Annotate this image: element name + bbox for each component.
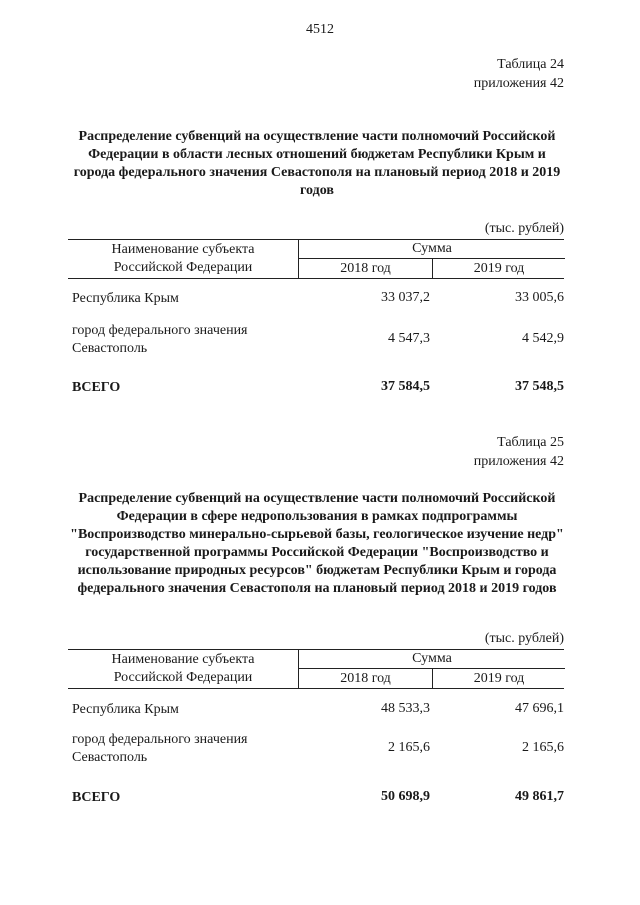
header-name-line2: Российской Федерации [113, 260, 253, 275]
row-subject-name: город федерального значения Севастополь [72, 323, 248, 356]
total-value-2019: 49 861,7 [515, 789, 564, 804]
row-subject-name: Республика Крым [72, 702, 179, 717]
row-value-2019: 33 005,6 [515, 290, 564, 305]
row-value-2019: 2 165,6 [522, 740, 564, 755]
total-value-2018: 37 584,5 [381, 379, 430, 394]
row-subject-name: Республика Крым [72, 291, 179, 306]
table-24-units: (тыс. рублей) [484, 221, 564, 236]
header-name-line1: Наименование субъекта [111, 652, 255, 667]
header-sum: Сумма [299, 240, 565, 259]
header-sum-group [298, 650, 565, 688]
table-24-header [68, 239, 564, 279]
table-appendix-line: приложения 42 [473, 76, 564, 91]
table-25-reference [474, 433, 564, 471]
row-subject-name: город федерального значения Севастополь [72, 732, 248, 765]
row-value-2018: 48 533,3 [381, 701, 430, 716]
total-value-2018: 50 698,9 [381, 789, 430, 804]
header-subject-name [68, 650, 298, 689]
header-year-2018: 2018 год [299, 669, 433, 688]
header-year-2019: 2019 год [473, 671, 525, 686]
header-sum: Сумма [299, 650, 565, 669]
row-value-2018: 33 037,2 [381, 290, 430, 305]
row-value-2018: 4 547,3 [388, 331, 430, 346]
table-25-units: (тыс. рублей) [484, 631, 564, 646]
table-appendix-line: приложения 42 [473, 454, 564, 469]
table-ref-line: Таблица 25 [497, 435, 564, 450]
total-value-2019: 37 548,5 [515, 379, 564, 394]
table-25-title: Распределение субвенций на осуществление части полномочий Российской Федерации в сфере недропользования в рамках подпрограммы "Воспроизводство минерально-сырьевой базы, геологическое изучение недр" государственной программы Российской Федерации "Воспроизводство и использование природных ресурсов" бюджетам Республики Крым и города федерального значения Севастополя на плановый период 2018 и 2019 годов [70, 491, 564, 596]
header-name-line1: Наименование субъекта [111, 242, 255, 257]
table-25-header [68, 649, 564, 689]
total-label: ВСЕГО [72, 380, 121, 395]
table-24-title: Распределение субвенций на осуществление части полномочий Российской Федерации в области лесных отношений бюджетам Республики Крым и города федерального значения Севастополя на плановый период 2018 и 2019 годов [73, 129, 561, 198]
page-number: 4512 [306, 22, 334, 37]
header-sum-group [298, 240, 565, 278]
header-year-2018: 2018 год [299, 259, 433, 278]
row-value-2019: 4 542,9 [522, 331, 564, 346]
row-value-2018: 2 165,6 [388, 740, 430, 755]
table-ref-line: Таблица 24 [497, 57, 564, 72]
header-subject-name [68, 240, 298, 279]
row-value-2019: 47 696,1 [515, 701, 564, 716]
table-24-reference [474, 55, 564, 93]
total-label: ВСЕГО [72, 790, 121, 805]
header-year-2019: 2019 год [473, 261, 525, 276]
header-name-line2: Российской Федерации [113, 670, 253, 685]
